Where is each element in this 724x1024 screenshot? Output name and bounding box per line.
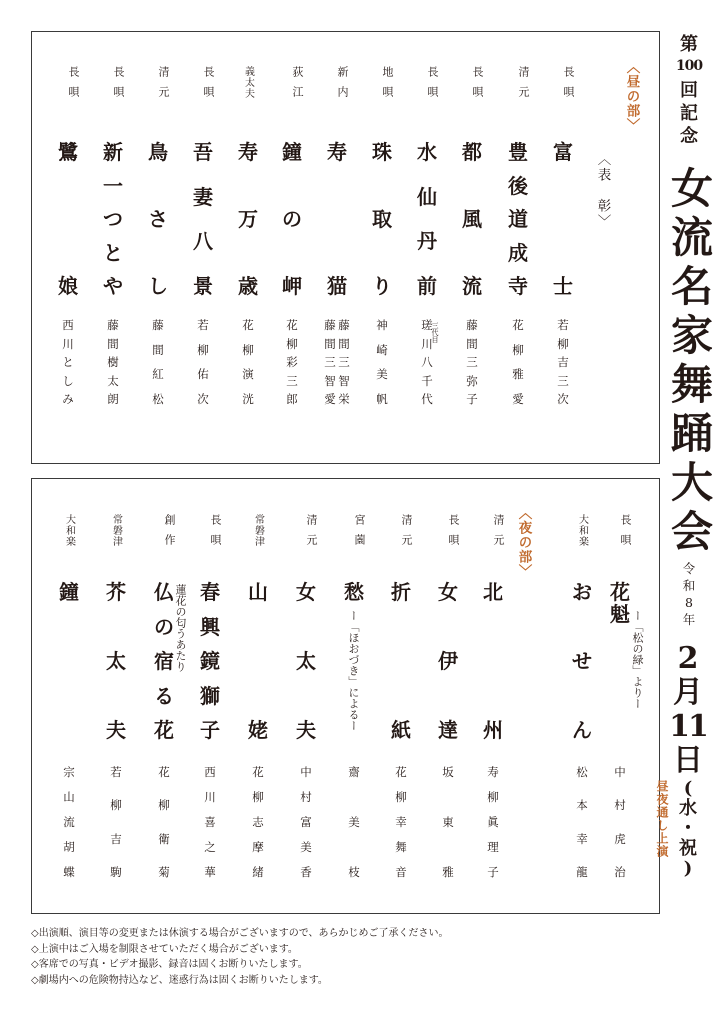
program-genre: 長唄 [562,66,575,106]
program-title: 水 仙 丹 前 [417,140,437,298]
anniversary-char: 回 [680,80,698,101]
date-char: 祝 [679,838,697,859]
program-genre-text: 大和楽 [576,514,588,547]
date-char: 2 [677,641,699,676]
program-genre: 宮薗 [353,514,366,554]
date-note: 昼夜通し上演 [655,780,669,858]
program-title: 愁 [344,580,364,604]
event-title [664,164,720,560]
program-genre: 長唄 [209,514,222,554]
anniversary-char: 第 [680,34,698,55]
day-section-label: 〈昼の部〉 [623,60,640,133]
event-title-char: 家 [670,311,713,360]
date-char: ) [683,858,693,879]
performer-prefix: 三代目 [431,322,439,343]
program-genre [237,66,259,99]
anniversary-char: 念 [680,126,698,147]
program-genre: 清元 [157,66,170,106]
era-char: 和 [682,578,696,593]
program-genre-text: 常磐津 [110,514,122,547]
anniversary-char: 記 [680,103,698,124]
program-genre: 清元 [400,514,413,554]
program-genre [58,514,80,547]
program-title: 豊 後 道 成 寺 [508,140,528,298]
date-char: 月 [673,675,703,710]
event-title-char: 会 [670,507,713,556]
notice-list [31,926,449,988]
program-genre [105,514,127,547]
program-subtitle: 蓮花の匂うあたり [174,584,187,672]
program-title: 吾 妻 八 景 [193,140,213,298]
program-genre: 長唄 [447,514,460,554]
program-title: 女 伊 達 [438,580,458,742]
program-genre: 長唄 [471,66,484,106]
program-genre: 清元 [492,514,505,554]
program-title: お せ ん [572,580,592,742]
program-title: 北 州 [483,580,503,742]
event-title-char: 舞 [670,360,713,409]
program-genre: 長唄 [67,66,80,106]
program-title: 女 太 夫 [296,580,316,742]
program-genre [571,514,593,547]
program-title: 芥 太 夫 [106,580,126,742]
era-year [676,563,702,631]
night-section-label: 〈夜の部〉 [515,506,532,579]
notice-item: ◇出演順、演目等の変更または休演する場合がございますので、あらかじめご了承ください。 [31,928,449,939]
program-genre-text: 大和楽 [63,514,75,547]
event-title-char: 名 [670,262,713,311]
program-title: 鐘 の 岬 [282,140,302,298]
program-title: 新 一 つ と や [103,140,123,298]
event-title-char: 大 [670,458,713,507]
program-genre-text: 常磐津 [252,514,264,547]
date-char: ( [683,778,693,799]
program-title: 花 魁 [610,580,630,626]
program-title: 寿 猫 [327,140,347,298]
program-genre: 創作 [163,514,176,554]
anniversary-label [671,36,707,151]
program-subtitle: ー「松の緑」よりー [631,610,644,709]
program-genre: 清元 [305,514,318,554]
program-genre: 清元 [517,66,530,106]
date-char: ・ [679,818,697,839]
era-char: 8 [685,595,693,610]
program-title: 仏 の 宿 る 花 [154,580,174,742]
program-genre: 長唄 [619,514,632,554]
program-title: 珠 取 り [372,140,392,298]
program-genre: 長唄 [202,66,215,106]
program-title: 都 風 流 [462,140,482,298]
program-title: 山 姥 [248,580,268,742]
era-char: 令 [682,561,696,576]
award-ceremony-label: 〈表 彰〉 [594,152,611,230]
era-char: 年 [682,612,696,627]
program-genre-text: 義太夫 [242,66,254,99]
event-title-char: 踊 [670,409,713,458]
event-title-char: 流 [670,213,713,262]
program-title: 鐘 [59,580,79,604]
notice-item: ◇客席での写真・ビデオ撮影、録音は固くお断りいたします。 [31,959,308,970]
program-title: 折 紙 [391,580,411,742]
program-genre: 長唄 [112,66,125,106]
program-subtitle: ー「ほおづき」によるー [347,610,360,731]
notice-item: ◇上演中はご入場を制限させていただく場合がございます。 [31,943,298,955]
program-title: 春 興 鏡 獅 子 [200,580,220,742]
date-char: 11 [669,709,707,744]
date-char: 日 [673,743,703,778]
anniversary-char: 100 [675,58,703,74]
program-title: 鳥 さ し [148,140,168,298]
program-genre [247,514,269,547]
notice-item: ◇劇場内への危険物持込など、迷惑行為は固くお断りいたします。 [31,974,328,986]
program-genre: 荻江 [291,66,304,106]
program-title: 富 士 [553,140,573,298]
date-char: 水 [679,798,697,819]
program-genre: 地唄 [381,66,394,106]
program-title: 寿 万 歳 [238,140,258,298]
program-genre: 新内 [336,66,349,106]
event-date [668,641,708,880]
event-title-char: 女 [670,164,713,213]
program-genre: 長唄 [426,66,439,106]
program-title: 鷺 娘 [58,140,78,298]
